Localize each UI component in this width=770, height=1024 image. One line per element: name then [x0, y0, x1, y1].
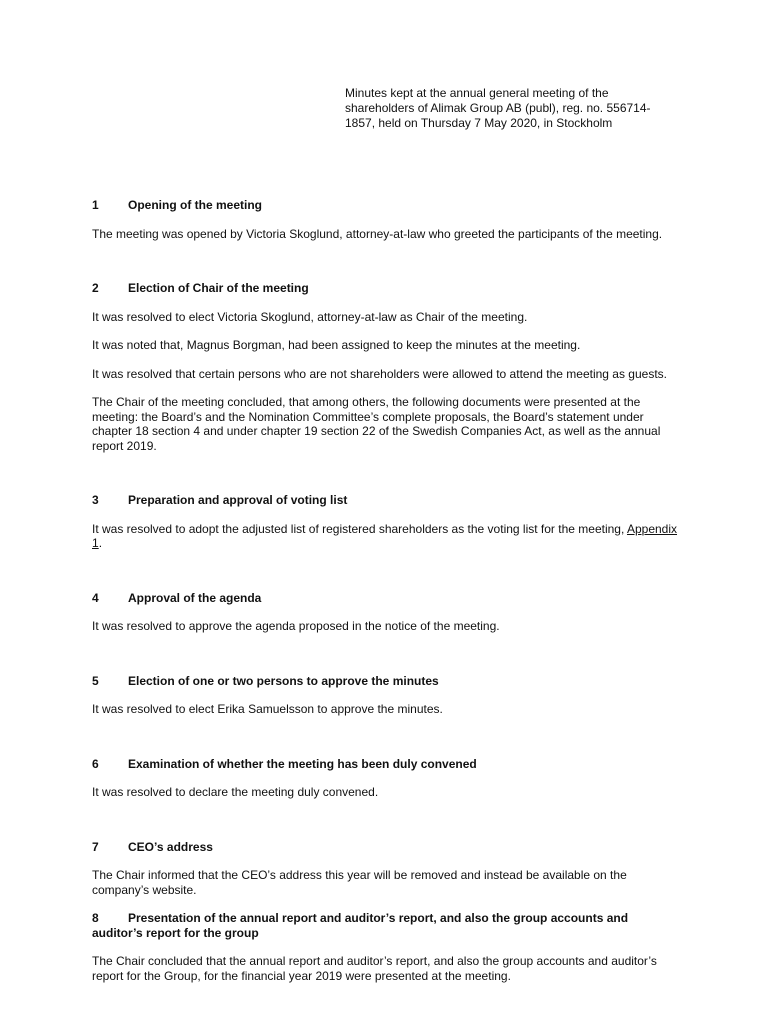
- section-7: [92, 840, 682, 898]
- section-paragraph: It was resolved to elect Victoria Skoglund, attorney-at-law as Chair of the meeting.: [92, 309, 528, 324]
- minutes-body: [92, 198, 682, 997]
- section-title: Presentation of the annual report and auditor’s report, and also the group accounts and auditor’s report for the group: [92, 911, 629, 940]
- section-paragraph: It was resolved to approve the agenda proposed in the notice of the meeting.: [92, 619, 500, 633]
- paragraph-text: It was resolved to adopt the adjusted list of registered shareholders as the voting list for the meeting,: [92, 521, 627, 536]
- section-title: CEO’s address: [128, 839, 213, 854]
- section-2: [92, 281, 682, 453]
- section-8: [92, 911, 682, 983]
- section-5: [92, 674, 682, 717]
- section-paragraph: The Chair concluded that the annual report and auditor’s report, and also the group accounts and auditor’s report for the Group, for the financial year 2019 were presented at the meeting.: [92, 954, 657, 983]
- section-number: 3: [92, 493, 99, 507]
- section-4: [92, 591, 682, 634]
- section-heading: [92, 674, 682, 689]
- minutes-header: [345, 86, 680, 131]
- section-number: 5: [92, 673, 99, 688]
- section-number: 6: [92, 756, 99, 771]
- section-title: Approval of the agenda: [128, 590, 262, 605]
- section-number: 4: [92, 590, 99, 605]
- section-paragraph: [92, 522, 682, 551]
- section-paragraph: It was noted that, Magnus Borgman, had been assigned to keep the minutes at the meeting.: [92, 338, 581, 352]
- section-number: 2: [92, 281, 99, 295]
- section-heading: [92, 493, 682, 508]
- section-paragraph: The Chair informed that the CEO’s address this year will be removed and instead be available on the company’s website.: [92, 868, 627, 897]
- section-paragraph: The meeting was opened by Victoria Skoglund, attorney-at-law who greeted the participants of the meeting.: [92, 226, 663, 241]
- section-paragraph: It was resolved that certain persons who are not shareholders were allowed to attend the meeting as guests.: [92, 366, 667, 381]
- section-title: Election of Chair of the meeting: [128, 281, 309, 295]
- section-title: Preparation and approval of voting list: [128, 493, 348, 507]
- paragraph-text: .: [98, 536, 103, 550]
- section-number: 7: [92, 839, 99, 854]
- section-heading: [92, 911, 682, 940]
- section-title: Opening of the meeting: [128, 198, 262, 212]
- section-paragraph: The Chair of the meeting concluded, that among others, the following documents were presented at the meeting: the Board’s and the Nomination Committee’s complete proposals, the Board’s statement under chapter 18 section 4 and under chapter 19 section 22 of the Swedish Companies Act, as well as the annual report 2019.: [92, 395, 661, 453]
- section-heading: [92, 198, 682, 213]
- header-line-1: Minutes kept at the annual general meeting of the: [345, 86, 609, 100]
- appendix-1-link[interactable]: Appendix 1: [92, 521, 678, 550]
- section-heading: [92, 281, 682, 296]
- section-heading: [92, 591, 682, 606]
- section-number: 8: [92, 911, 99, 925]
- section-title: Examination of whether the meeting has been duly convened: [128, 756, 477, 771]
- section-heading: [92, 757, 682, 772]
- header-line-3: 1857, held on Thursday 7 May 2020, in Stockholm: [345, 116, 613, 130]
- section-paragraph: It was resolved to elect Erika Samuelsson to approve the minutes.: [92, 702, 443, 716]
- section-title: Election of one or two persons to approve the minutes: [128, 673, 439, 688]
- section-number: 1: [92, 198, 99, 212]
- header-line-2: shareholders of Alimak Group AB (publ), reg. no. 556714-: [345, 101, 651, 115]
- section-1: [92, 198, 682, 241]
- section-paragraph: It was resolved to declare the meeting duly convened.: [92, 785, 379, 799]
- section-heading: [92, 840, 682, 855]
- section-6: [92, 757, 682, 800]
- section-3: [92, 493, 682, 551]
